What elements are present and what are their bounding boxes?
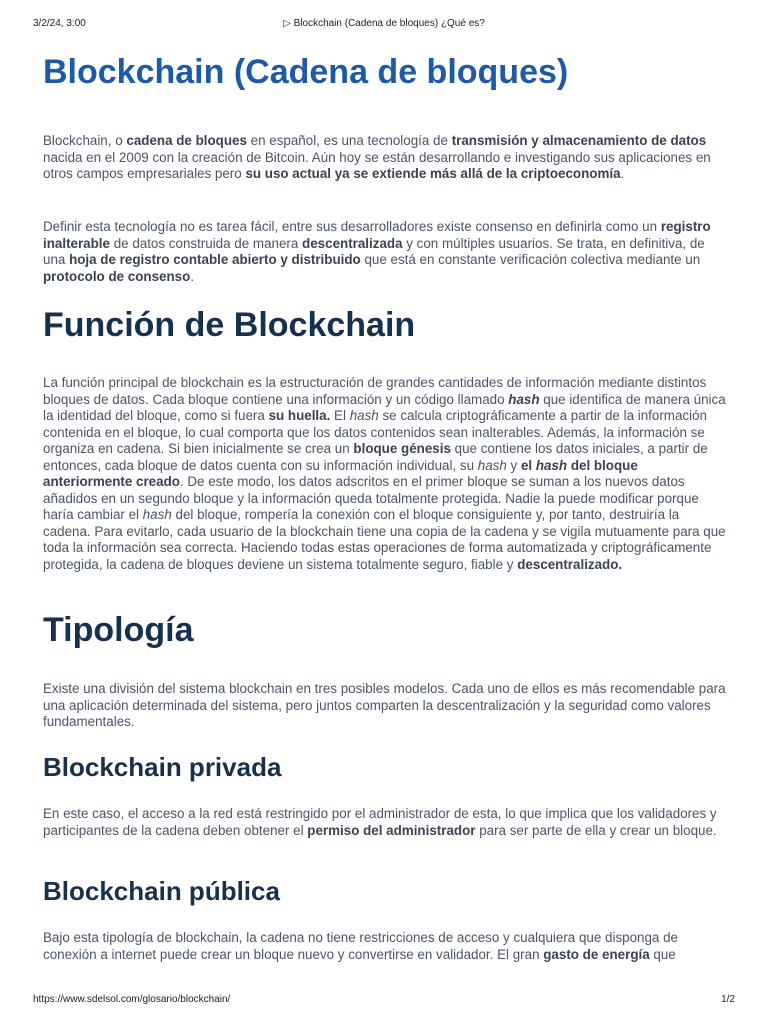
bold-text: descentralizada <box>302 235 403 251</box>
bold-text: su uso actual ya se extiende más allá de la criptoeconomía <box>245 166 621 181</box>
paragraph-text: de datos construida de manera <box>109 235 303 251</box>
paragraph-text: La función principal de blockchain es la estructuración de grandes cantidades de información mediante distintos bloques de datos. Cada bloque contiene una información y un código llamado <box>43 375 707 407</box>
publica-paragraph <box>43 930 727 963</box>
bold-text: hoja de registro contable abierto y distribuido <box>69 252 361 267</box>
subsection-heading-publica: Blockchain pública <box>43 876 280 906</box>
print-date: 3/2/24, 3:00 <box>33 18 86 29</box>
bold-text: registro inalterable <box>43 219 711 251</box>
paragraph-text: y <box>506 457 521 473</box>
paragraph-text: que identifica de manera única la identidad del bloque, como si fuera <box>43 391 726 423</box>
emphasis-text: hash <box>508 391 540 407</box>
bold-text: permiso del administrador <box>307 822 476 838</box>
paragraph-text: que contiene los datos iniciales, a partir de entonces, cada bloque de datos cuenta con su información individual, su <box>43 441 708 473</box>
paragraph-text: del bloque, rompería la conexión con el bloque consiguiente y, por tanto, destruiría la cadena. Para evitarlo, cada usuario de la blockchain tiene una copia de la cadena y se vigila mutuamente para que toda la información sea correcta. Haciendo todas estas operaciones de forma automatizada y criptográficamente protegida, la cadena de bloques deviene un sistema totalmente seguro, fiable y <box>43 507 726 572</box>
emphasis-text: hash <box>535 457 568 473</box>
bold-text: del bloque anteriormente creado <box>43 457 638 489</box>
section-heading-funcion: Función de Blockchain <box>43 306 416 344</box>
paragraph-text: . <box>190 268 195 284</box>
subsection-heading-privada: Blockchain privada <box>43 752 282 782</box>
print-page-title: ▷ Blockchain (Cadena de bloques) ¿Qué es? <box>283 18 485 29</box>
article-title: Blockchain (Cadena de bloques) <box>43 53 569 91</box>
paragraph-text: Blockchain, o <box>43 133 127 148</box>
italic-text: hash <box>349 408 379 423</box>
funcion-paragraph <box>43 375 727 573</box>
bold-text: cadena de bloques <box>126 133 247 148</box>
bold-text: bloque génesis <box>353 441 451 456</box>
intro-paragraph-2 <box>43 219 727 285</box>
paragraph-text: se calcula criptográficamente a partir de la información contenida en el bloque, lo cual comporta que los datos contenidos sean inalterables. Además, la información se organiza en cadena. Si bien inicialmente se crea un <box>43 408 707 456</box>
paragraph-text: para ser parte de ella y crear un bloque. <box>475 822 717 838</box>
bold-text <box>508 392 539 407</box>
paragraph-text: El <box>330 408 350 423</box>
paragraph-text: Bajo esta tipología de blockchain, la cadena no tiene restricciones de acceso y cualquiera que disponga de conexión a internet puede crear un bloque nuevo y convertirse en validador. El gran <box>43 930 678 962</box>
paragraph-text: que <box>649 946 676 962</box>
paragraph-text: en español, es una tecnología de <box>246 133 452 148</box>
bold-text: descentralizado. <box>517 556 623 572</box>
print-page-number: 1/2 <box>721 994 735 1005</box>
bold-text <box>536 458 567 473</box>
bold-text: transmisión y almacenamiento de datos <box>451 133 707 148</box>
section-heading-tipologia: Tipología <box>43 611 194 649</box>
print-footer <box>33 994 735 1008</box>
privada-paragraph <box>43 806 727 839</box>
italic-text: hash <box>142 507 172 522</box>
paragraph-text: . De este modo, los datos adscritos en el primer bloque se suman a los nuevos datos añadidos en un segundo bloque y la información queda totalmente protegida. Nadie la puede modificar porque haría cambiar el <box>43 474 699 522</box>
bold-text: su huella. <box>268 408 331 423</box>
bold-text: protocolo de consenso <box>43 268 191 284</box>
tipologia-paragraph <box>43 681 727 731</box>
bold-text: gasto de energía <box>543 946 650 962</box>
paragraph-text: Existe una división del sistema blockchain en tres posibles modelos. Cada uno de ellos es más recomendable para una aplicación determinada del sistema, pero juntos comparten la descentralización y la seguridad como valores fundamentales. <box>43 681 726 729</box>
paragraph-text: y con múltiples usuarios. Se trata, en definitiva, de una <box>43 235 705 267</box>
paragraph-text: Definir esta tecnología no es tarea fácil, entre sus desarrolladores existe consenso en definirla como un <box>43 219 661 234</box>
print-header <box>33 18 735 32</box>
paragraph-text: nacida en el 2009 con la creación de Bitcoin. Aún hoy se están desarrollando e investigando sus aplicaciones en otros campos empresariales pero <box>43 149 711 181</box>
print-url: https://www.sdelsol.com/glosario/blockchain/ <box>33 994 231 1005</box>
italic-text: hash <box>477 457 507 473</box>
paragraph-text: . <box>620 166 625 181</box>
paragraph-text: que está en constante verificación colectiva mediante un <box>360 252 701 267</box>
bold-text: el <box>520 457 536 473</box>
intro-paragraph-1 <box>43 133 727 183</box>
paragraph-text: En este caso, el acceso a la red está restringido por el administrador de esta, lo que implica que los validadores y participantes de la cadena deben obtener el <box>43 806 717 838</box>
